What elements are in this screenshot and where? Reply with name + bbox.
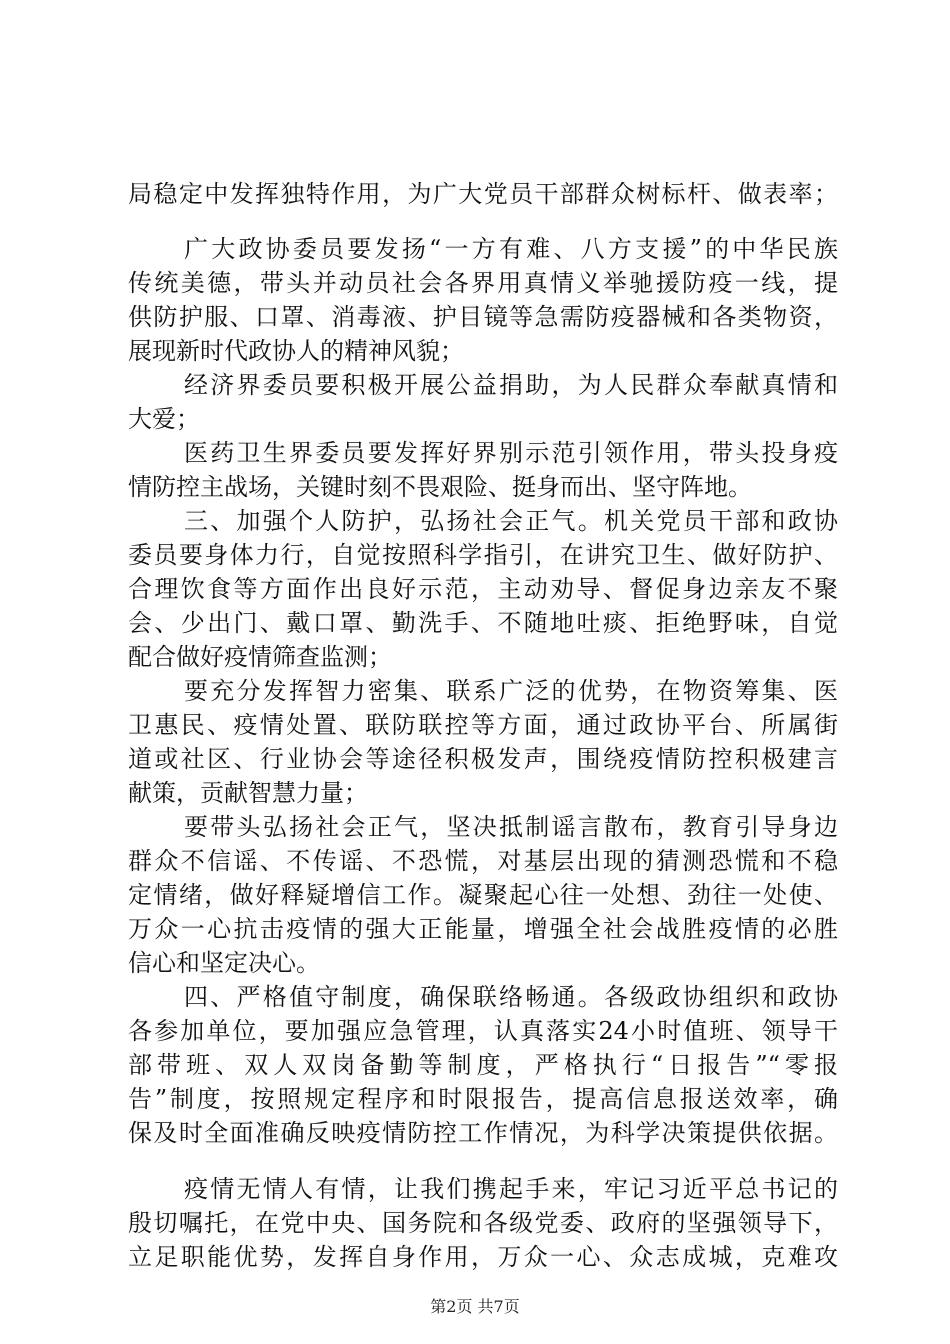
paragraph-start-line: 要充分发挥智力密集、联系广泛的优势，在物资筹集、医 — [184, 677, 838, 705]
text-line: 道或社区、行业协会等途径积极发声，围绕疫情防控积极建言 — [128, 745, 838, 773]
text-line: 立足职能优势，发挥自身作用，万众一心、众志成城，克难攻 — [128, 1243, 838, 1271]
paragraph-start-line: 医药卫生界委员要发挥好界别示范引领作用，带头投身疫 — [184, 439, 838, 467]
text-line: 展现新时代政协人的精神风貌； — [128, 337, 464, 365]
text-line: 情防控主战场，关键时刻不畏艰险、挺身而出、坚守阵地。 — [128, 473, 752, 501]
paragraph-start-line: 疫情无情人有情，让我们携起手来，牢记习近平总书记的 — [184, 1175, 838, 1203]
text-line: 部带班、双人双岗备勤等制度，严格执行“日报告”“零报 — [128, 1051, 838, 1079]
text-line: 献策，贡献智慧力量； — [128, 779, 368, 807]
text-line: 会、少出门、戴口罩、勤洗手、不随地吐痰、拒绝野味，自觉 — [128, 609, 838, 637]
page-number-footer: 第2页 共7页 — [430, 1297, 520, 1316]
text-line: 合理饮食等方面作出良好示范，主动劝导、督促身边亲友不聚 — [128, 575, 838, 603]
text-line: 委员要身体力行，自觉按照科学指引，在讲究卫生、做好防护、 — [128, 541, 838, 569]
section-heading-line: 四、严格值守制度，确保联络畅通。各级政协组织和政协 — [184, 983, 838, 1011]
text-line: 信心和坚定决心。 — [128, 949, 320, 977]
text-line: 群众不信谣、不传谣、不恐慌，对基层出现的猜测恐慌和不稳 — [128, 847, 838, 875]
paragraph-start-line: 经济界委员要积极开展公益捐助，为人民群众奉献真情和 — [184, 371, 838, 399]
text-line: 万众一心抗击疫情的强大正能量，增强全社会战胜疫情的必胜 — [128, 915, 838, 943]
text-line: 卫惠民、疫情处置、联防联控等方面，通过政协平台、所属街 — [128, 711, 838, 739]
text-line: 局稳定中发挥独特作用，为广大党员干部群众树标杆、做表率； — [128, 180, 838, 208]
paragraph-start-line: 广大政协委员要发扬“一方有难、八方支援”的中华民族 — [184, 235, 838, 263]
text-line: 配合做好疫情筛查监测； — [128, 643, 392, 671]
text-line: 传统美德，带头并动员社会各界用真情义举驰援防疫一线，提 — [128, 269, 838, 297]
paragraph-start-line: 要带头弘扬社会正气，坚决抵制谣言散布，教育引导身边 — [184, 813, 838, 841]
text-line: 供防护服、口罩、消毒液、护目镜等急需防疫器械和各类物资， — [128, 303, 838, 331]
section-heading-line: 三、加强个人防护，弘扬社会正气。机关党员干部和政协 — [184, 507, 838, 535]
text-line: 大爱； — [128, 405, 200, 433]
text-line: 定情绪，做好释疑增信工作。凝聚起心往一处想、劲往一处使、 — [128, 881, 838, 909]
text-line: 殷切嘱托，在党中央、国务院和各级党委、政府的坚强领导下， — [128, 1209, 838, 1237]
text-line: 保及时全面准确反映疫情防控工作情况，为科学决策提供依据。 — [128, 1119, 838, 1147]
text-line: 告”制度，按照规定程序和时限报告，提高信息报送效率，确 — [128, 1085, 838, 1113]
text-line: 各参加单位，要加强应急管理，认真落实24小时值班、领导干 — [128, 1017, 838, 1045]
